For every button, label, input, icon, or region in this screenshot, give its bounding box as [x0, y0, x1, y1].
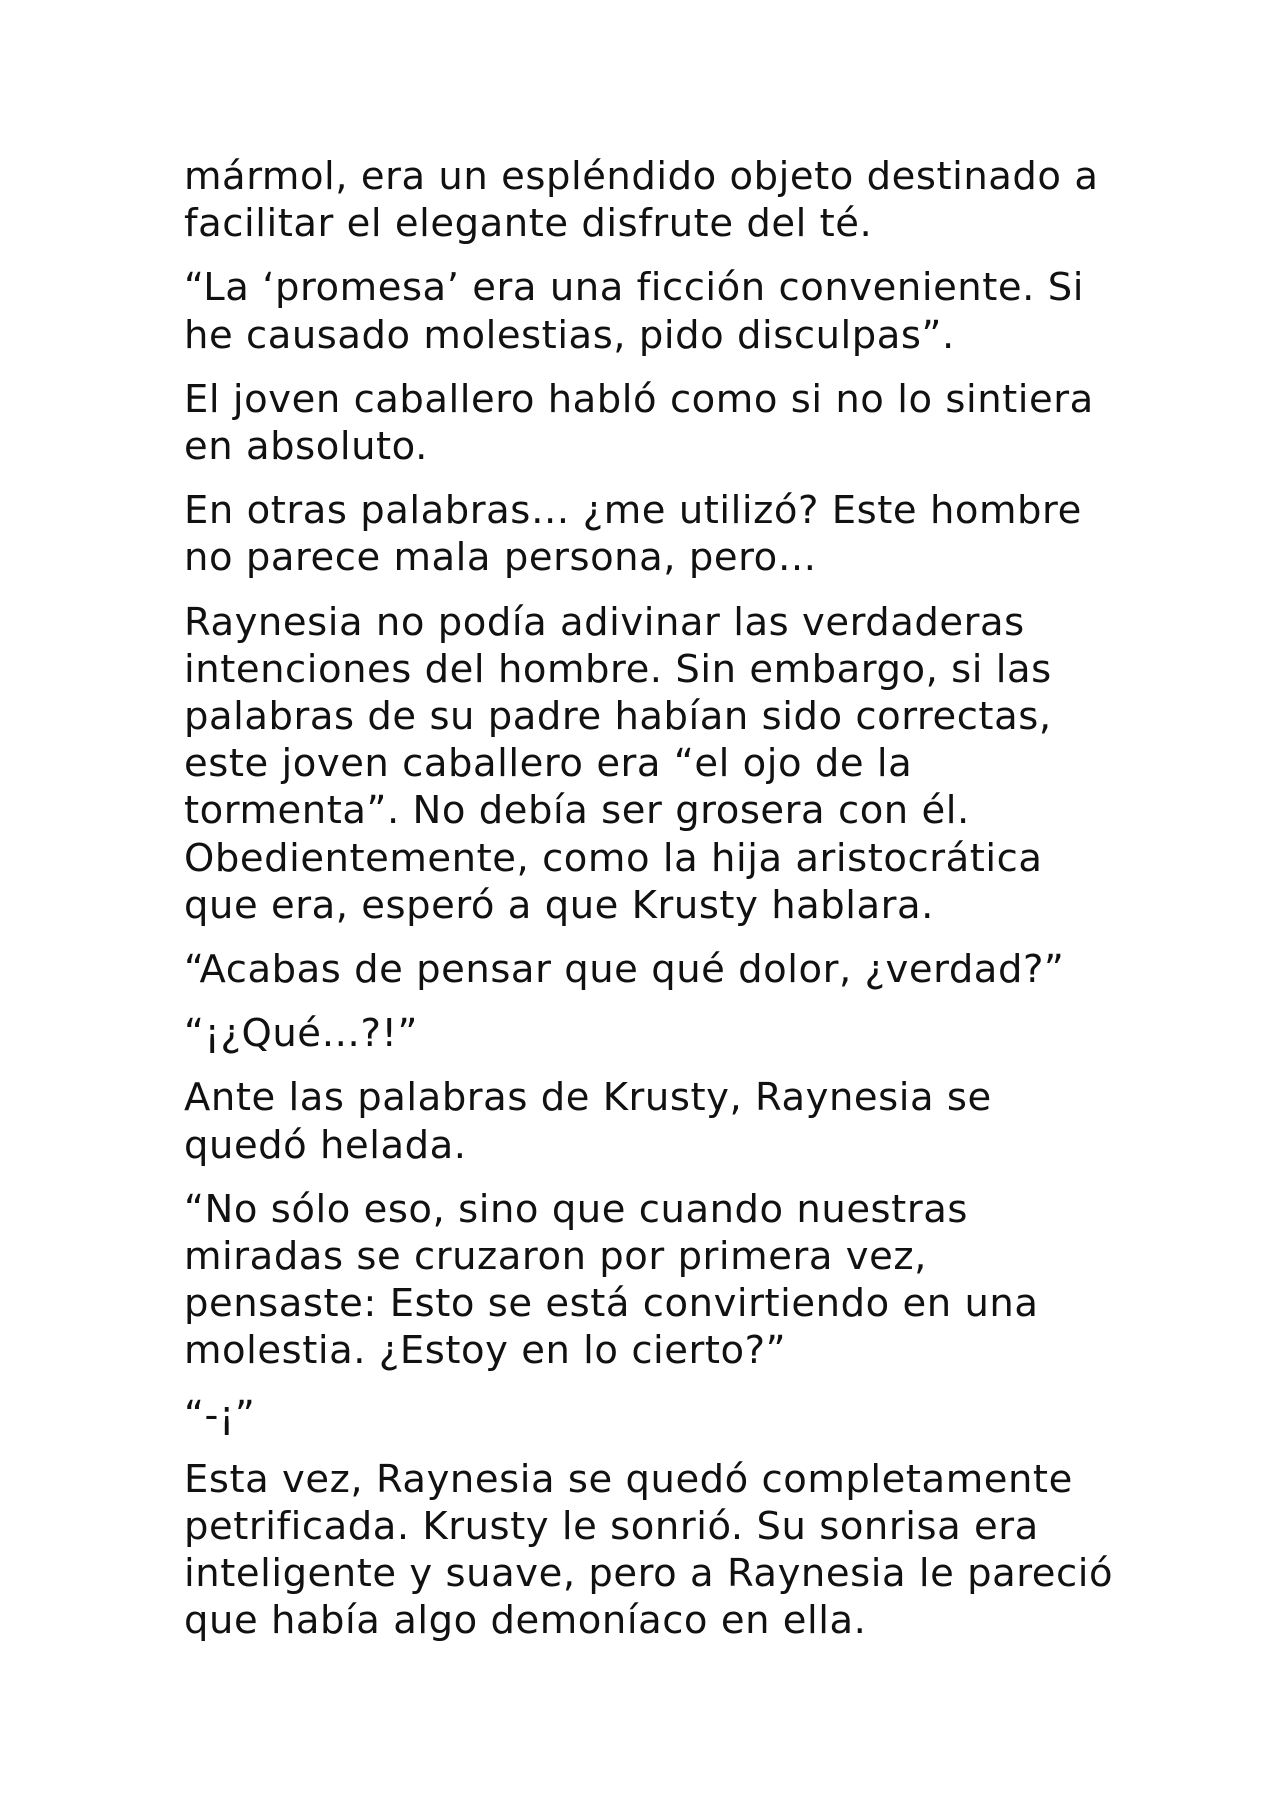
text-line: El joven caballero habló como si no lo sintiera [184, 376, 1094, 422]
text-line: Raynesia no podía adivinar las verdaderas [184, 599, 1025, 645]
paragraph [184, 1010, 1124, 1057]
text-line: este joven caballero era “el ojo de la [184, 741, 913, 787]
text-line: “Acabas de pensar que qué dolor, ¿verdad?” [184, 947, 1065, 993]
body-text [184, 153, 1124, 1662]
text-line: pensaste: Esto se está convirtiendo en una [184, 1281, 1039, 1327]
text-line: en absoluto. [184, 424, 428, 470]
text-line: intenciones del hombre. Sin embargo, si las [184, 646, 1052, 692]
text-line: molestia. ¿Estoy en lo cierto?” [184, 1328, 787, 1374]
text-line: he causado molestias, pido disculpas”. [184, 312, 955, 358]
text-line: “No sólo eso, sino que cuando nuestras [184, 1186, 968, 1232]
text-line: “La ‘promesa’ era una ficción conveniente. Si [184, 265, 1084, 311]
text-line: que era, esperó a que Krusty hablara. [184, 882, 934, 928]
text-line: palabras de su padre habían sido correctas, [184, 694, 1052, 740]
paragraph [184, 599, 1124, 929]
paragraph [184, 1074, 1124, 1168]
paragraph [184, 1456, 1124, 1645]
text-line: inteligente y suave, pero a Raynesia le pareció [184, 1551, 1114, 1597]
paragraph [184, 487, 1124, 581]
text-line: Obedientemente, como la hija aristocrática [184, 835, 1043, 881]
text-line: quedó helada. [184, 1122, 467, 1168]
text-line: tormenta”. No debía ser grosera con él. [184, 788, 970, 834]
paragraph [184, 376, 1124, 470]
paragraph [184, 264, 1124, 358]
paragraph [184, 1186, 1124, 1375]
text-line: no parece mala persona, pero… [184, 535, 817, 581]
text-line: Esta vez, Raynesia se quedó completamente [184, 1456, 1073, 1502]
text-line: facilitar el elegante disfrute del té. [184, 201, 873, 247]
text-line: En otras palabras… ¿me utilizó? Este hombre [184, 488, 1082, 534]
paragraph [184, 1392, 1124, 1439]
text-line: petrificada. Krusty le sonrió. Su sonrisa era [184, 1504, 1039, 1550]
text-line: Ante las palabras de Krusty, Raynesia se [184, 1075, 992, 1121]
text-line: que había algo demoníaco en ella. [184, 1598, 867, 1644]
text-line: miradas se cruzaron por primera vez, [184, 1234, 927, 1280]
text-line: mármol, era un espléndido objeto destinado a [184, 154, 1099, 199]
text-line: “-¡” [184, 1392, 256, 1438]
paragraph [184, 153, 1124, 247]
text-line: “¡¿Qué…?!” [184, 1011, 419, 1057]
paragraph [184, 946, 1124, 993]
